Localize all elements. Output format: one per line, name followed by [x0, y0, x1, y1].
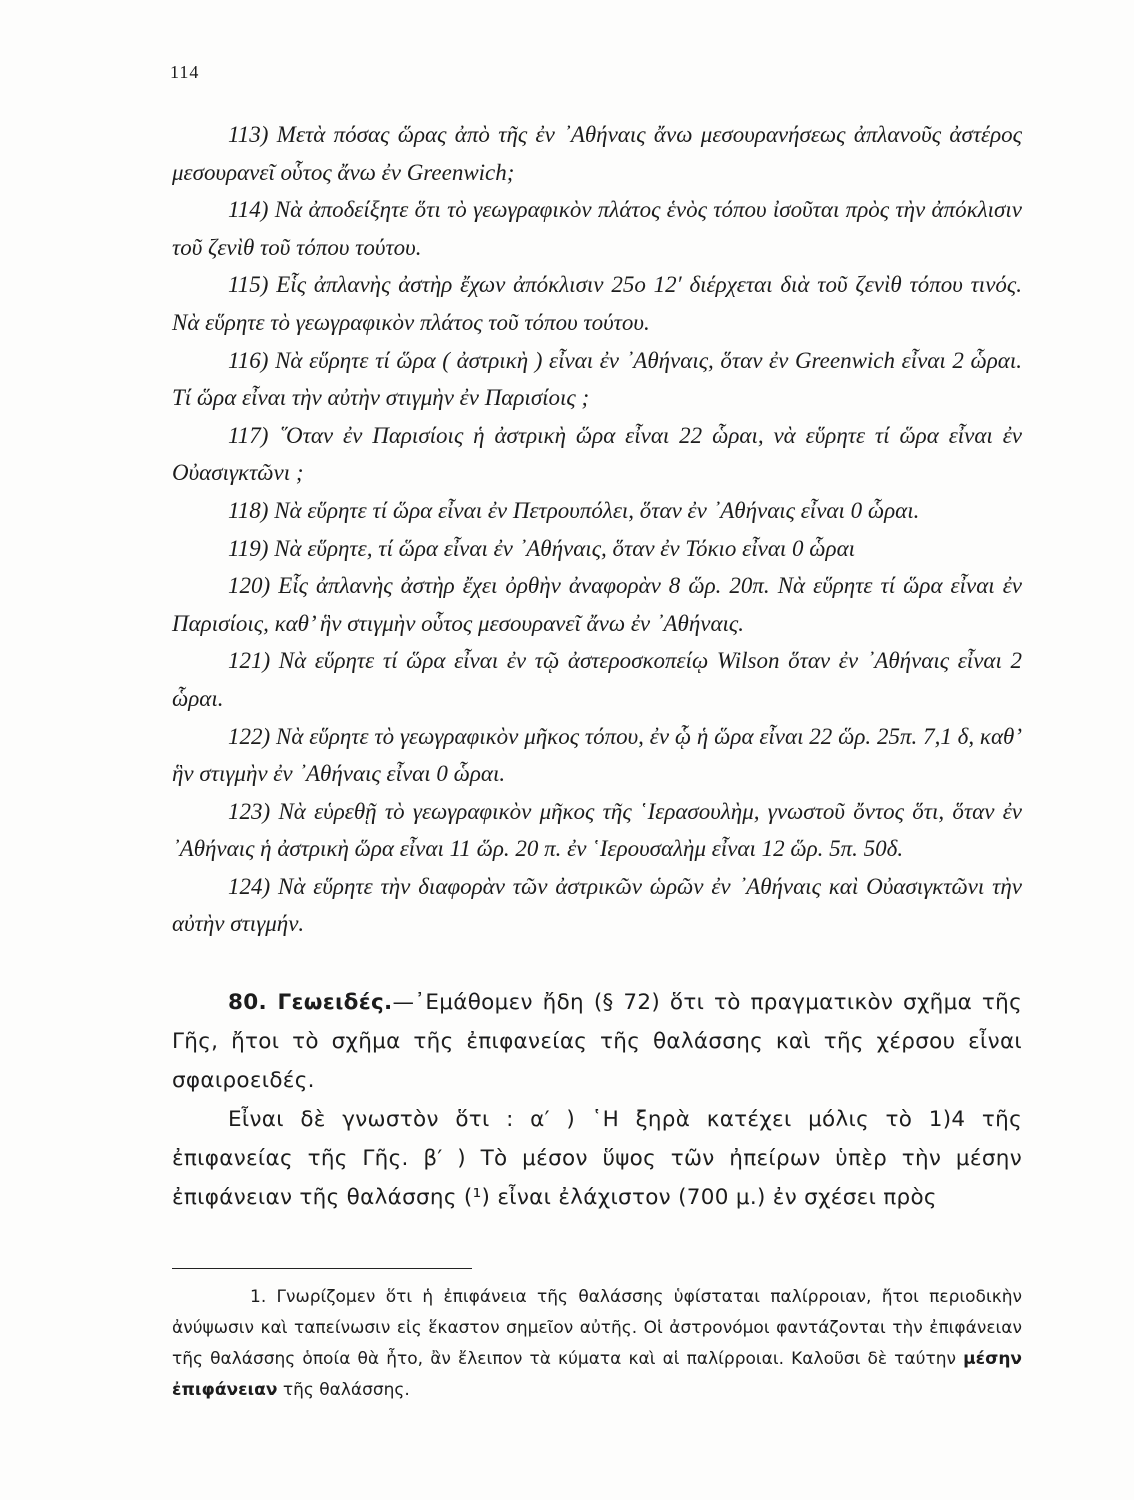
problem-120: 120) Εἷς ἀπλανὴς ἀστὴρ ἔχει ὀρθὴν ἀναφορὰν 8 ὥρ. 20π. Νὰ εὕρητε τί ὥρα εἶναι ἐν Παρισίοις, καθ’ ἣν στιγμὴν οὗτος μεσουρανεῖ ἄνω ἐν ᾽Αθήναις.: [172, 573, 1022, 636]
problem-121: 121) Νὰ εὕρητε τί ὥρα εἶναι ἐν τῷ ἀστεροσκοπείῳ Wilson ὅταν ἐν ᾽Αθήναις εἶναι 2 ὧραι.: [172, 648, 1022, 711]
problem-117: 117) ῞Οταν ἐν Παρισίοις ἡ ἀστρικὴ ὥρα εἶναι 22 ὧραι, νὰ εὕρητε τί ὥρα εἶναι ἐν Οὐασιγκτῶνι ;: [172, 422, 1022, 486]
problem-115: 115) Εἷς ἀπλανὴς ἀστὴρ ἔχων ἀπόκλισιν 25ο 12′ διέρχεται διὰ τοῦ ζενὶθ τόπου τινός. Νὰ εὕρητε τὸ γεωγραφικὸν πλάτος τοῦ τόπου τούτου.: [172, 272, 1022, 335]
section-paragraph-1: [172, 983, 1022, 1100]
problem-116: 116) Νὰ εὕρητε τί ὥρα ( ἀστρικὴ ) εἶναι ἐν ᾽Αθήναις, ὅταν ἐν Greenwich εἶναι 2 ὧραι. Τί ὥρα εἶναι τὴν αὐτὴν στιγμὴν ἐν Παρισίοις ;: [172, 347, 1022, 411]
problem-119: 119) Νὰ εὕρητε, τί ὥρα εἶναι ἐν ᾽Αθήναις, ὅταν ἐν Τόκιο εἶναι 0 ὧραι: [228, 535, 856, 561]
section-paragraph-1-text: —᾽Εμάθομεν ἤδη (§ 72) ὅτι τὸ πραγματικὸν σχῆμα τῆς Γῆς, ἤτοι τὸ σχῆμα τῆς ἐπιφανείας τῆς θαλάσσης καὶ τῆς χέρσου εἶναι σφαιροειδές.: [172, 990, 1022, 1094]
problem-114: 114) Νὰ ἀποδείξητε ὅτι τὸ γεωγραφικὸν πλάτος ἑνὸς τόπου ἰσοῦται πρὸς τὴν ἀπόκλισιν τοῦ ζενὶθ τοῦ τόπου τούτου.: [172, 197, 1022, 260]
problem-list: [172, 116, 1022, 943]
problem-124: 124) Νὰ εὕρητε τὴν διαφορὰν τῶν ἀστρικῶν ὡρῶν ἐν ᾽Αθήναις καὶ Οὐασιγκτῶνι τὴν αὐτὴν στιγμήν.: [172, 873, 1022, 937]
main-content: [172, 116, 1022, 1217]
problem-113: 113) Μετὰ πόσας ὥρας ἀπὸ τῆς ἐν ᾽Αθήναις ἄνω μεσουρανήσεως ἀπλανοῦς ἀστέρος μεσουρανεῖ οὗτος ἄνω ἐν Greenwich;: [172, 122, 1022, 185]
page-number: 114: [170, 62, 200, 82]
footnote: [172, 1282, 1022, 1406]
footnote-text-before: 1. Γνωρίζομεν ὅτι ἡ ἐπιφάνεια τῆς θαλάσσης ὑφίσταται παλίρροιαν, ἤτοι περιοδικὴν ἀνύψωσιν καὶ ταπείνωσιν εἰς ἕκαστον σημεῖον αὐτῆς. Οἱ ἀστρονόμοι φαντάζονται τὴν ἐπιφάνειαν τῆς θαλάσσης ὁποία θὰ ἦτο, ἂν ἔλειπον τὰ κύματα καὶ αἱ παλίρροιαι. Καλοῦσι δὲ ταύτην: [172, 1287, 1022, 1369]
section-paragraph-2: Εἶναι δὲ γνωστὸν ὅτι : α′ ) ῾Η ξηρὰ κατέχει μόλις τὸ 1)4 τῆς ἐπιφανείας τῆς Γῆς. β′ ) Τὸ μέσον ὕψος τῶν ἠπείρων ὑπὲρ τὴν μέσην ἐπιφάνειαν τῆς θαλάσσης (¹) εἶναι ἐλάχιστον (700 μ.) ἐν σχέσει πρὸς: [172, 1107, 1022, 1211]
section-title: 80. Γεωειδές.: [228, 990, 393, 1016]
footnote-text-after: τῆς θαλάσσης.: [282, 1380, 410, 1400]
footnote-divider: [172, 1268, 472, 1269]
problem-118: 118) Νὰ εὕρητε τί ὥρα εἶναι ἐν Πετρουπόλει, ὅταν ἐν ᾽Αθήναις εἶναι 0 ὧραι.: [228, 497, 920, 523]
problem-122: 122) Νὰ εὕρητε τὸ γεωγραφικὸν μῆκος τόπου, ἐν ᾧ ἡ ὥρα εἶναι 22 ὥρ. 25π. 7,1 δ, καθ’ ἣν στιγμὴν ἐν ᾽Αθήναις εἶναι 0 ὧραι.: [172, 723, 1022, 787]
footnote-bold-term: μέσην ἐπιφάνειαν: [172, 1349, 1023, 1400]
section-80: [172, 983, 1022, 1217]
problem-123: 123) Νὰ εὑρεθῇ τὸ γεωγραφικὸν μῆκος τῆς ῾Ιερασουλὴμ, γνωστοῦ ὄντος ὅτι, ὅταν ἐν ᾽Αθήναις ἡ ἀστρικὴ ὥρα εἶναι 11 ὥρ. 20 π. ἐν ῾Ιερουσαλὴμ εἶναι 12 ὥρ. 5π. 50δ.: [172, 798, 1022, 862]
